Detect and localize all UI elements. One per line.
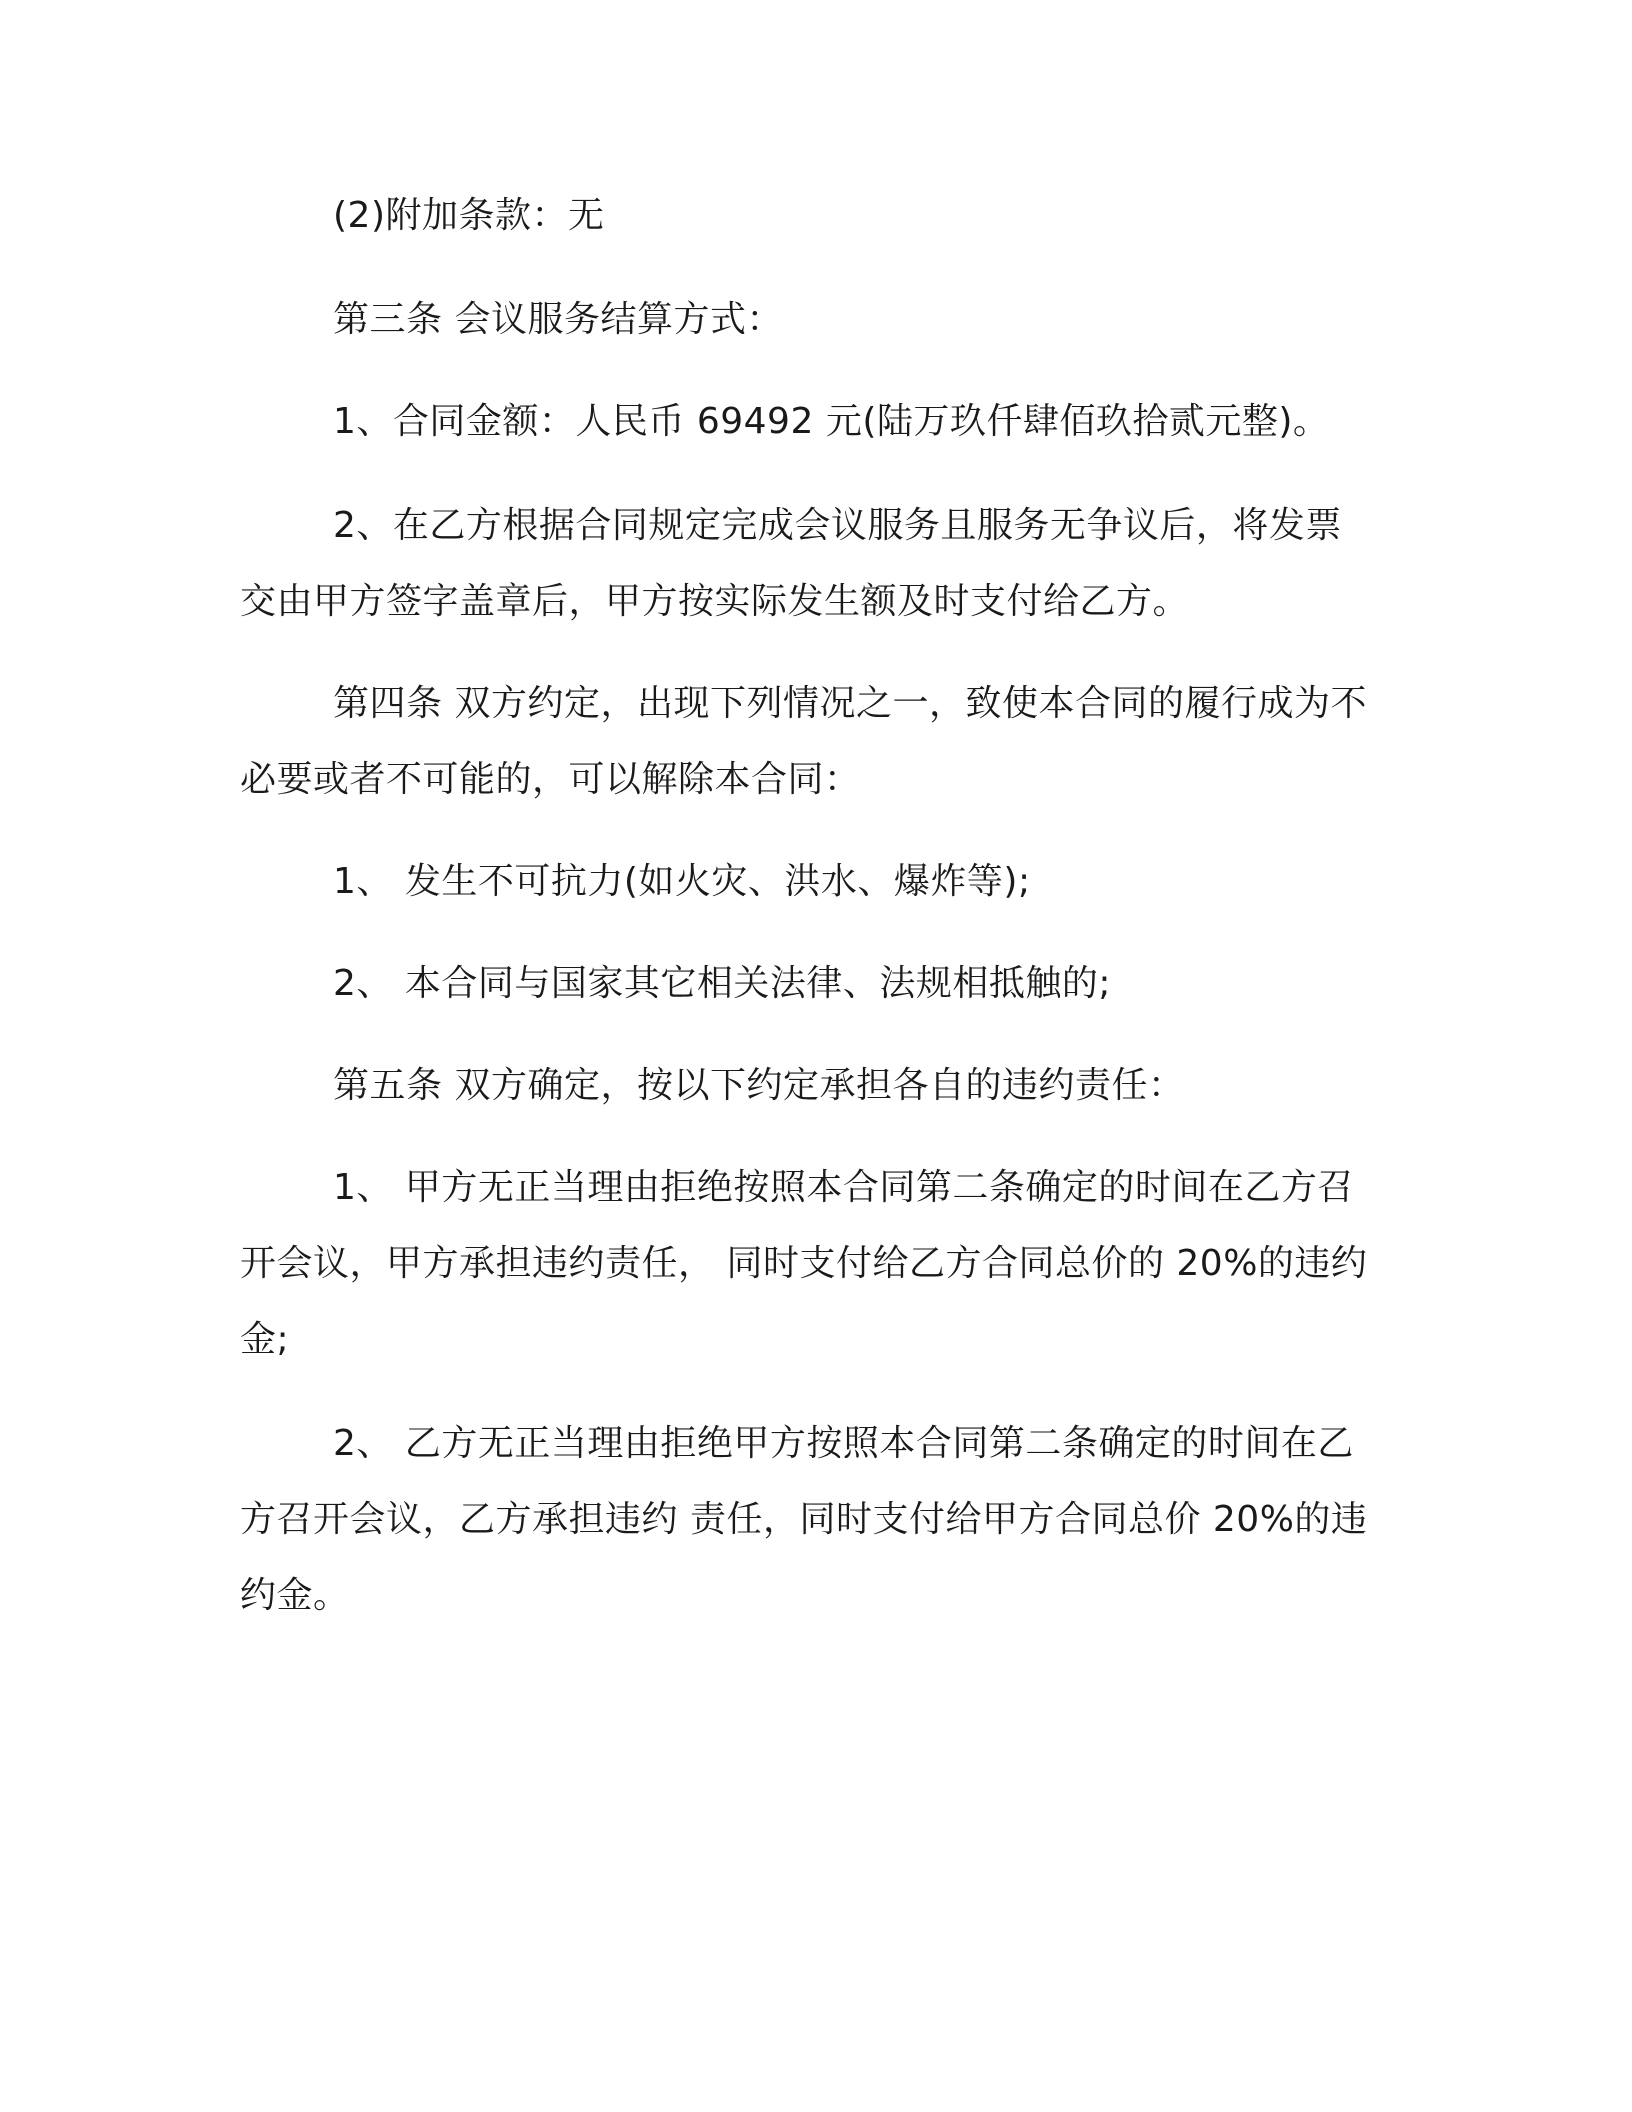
article-5-heading: 第五条 双方确定，按以下约定承担各自的违约责任： bbox=[333, 1065, 1185, 1106]
article-3-item-2-line-2: 交由甲方签字盖章后，甲方按实际发生额及时支付给乙方。 bbox=[240, 581, 1190, 622]
article-4-item-2: 2、 本合同与国家其它相关法律、法规相抵触的; bbox=[333, 963, 1111, 1004]
article-4-item-1: 1、 发生不可抗力(如火灾、洪水、爆炸等); bbox=[333, 861, 1031, 902]
clause-additional-terms: (2)附加条款：无 bbox=[333, 195, 605, 236]
article-5-item-2-line-2: 方召开会议，乙方承担违约 责任，同时支付给甲方合同总价 20%的违 bbox=[240, 1499, 1368, 1540]
article-3-item-1: 1、合同金额：人民币 69492 元(陆万玖仟肆佰玖拾贰元整)。 bbox=[333, 401, 1330, 442]
article-3-heading: 第三条 会议服务结算方式： bbox=[333, 299, 783, 340]
article-5-item-2-line-3: 约金。 bbox=[240, 1575, 350, 1616]
article-5-item-1-line-3: 金; bbox=[240, 1319, 290, 1360]
article-4-heading-line-1: 第四条 双方约定，出现下列情况之一，致使本合同的履行成为不 bbox=[333, 683, 1367, 724]
article-5-item-1-line-2: 开会议，甲方承担违约责任， 同时支付给乙方合同总价的 20%的违约 bbox=[240, 1243, 1368, 1284]
article-4-heading-line-2: 必要或者不可能的，可以解除本合同： bbox=[240, 759, 861, 800]
article-5-item-1-line-1: 1、 甲方无正当理由拒绝按照本合同第二条确定的时间在乙方召 bbox=[333, 1167, 1354, 1208]
article-5-item-2-line-1: 2、 乙方无正当理由拒绝甲方按照本合同第二条确定的时间在乙 bbox=[333, 1423, 1354, 1464]
article-3-item-2-line-1: 2、在乙方根据合同规定完成会议服务且服务无争议后，将发票 bbox=[333, 505, 1342, 546]
